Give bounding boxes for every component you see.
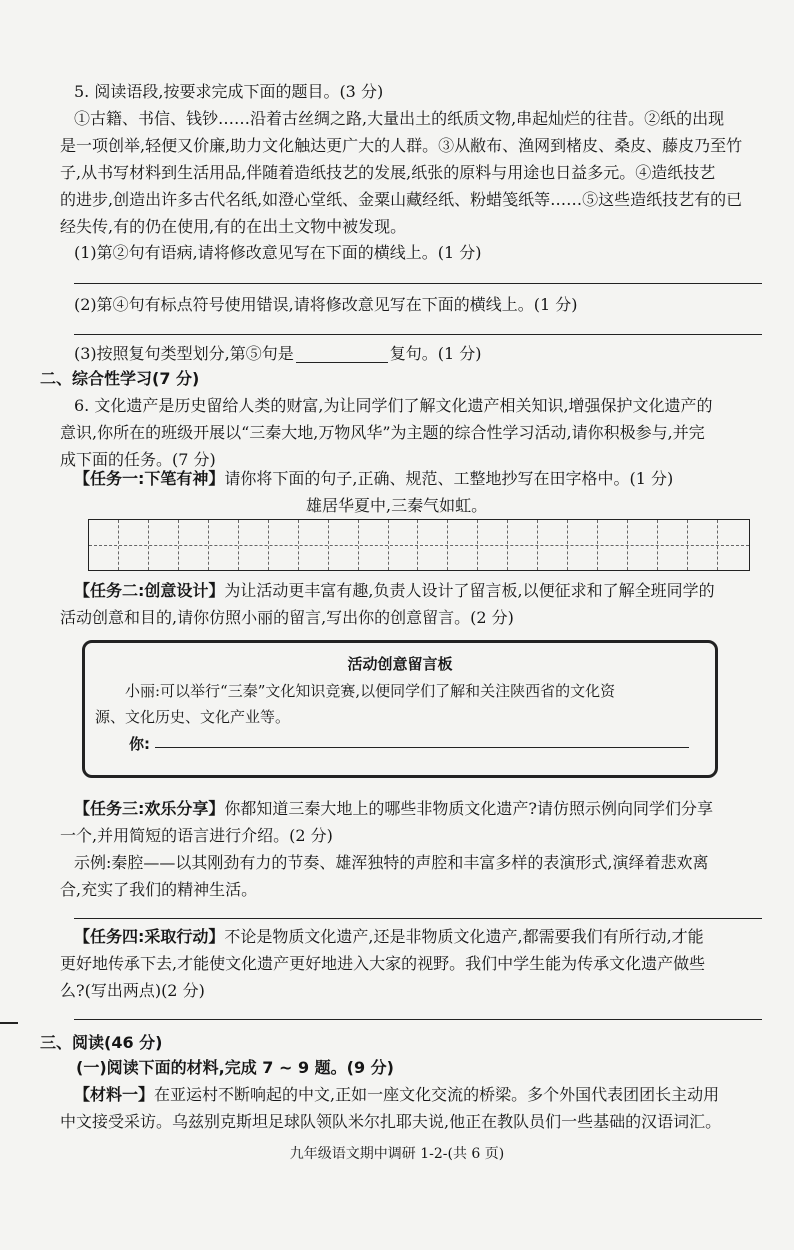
grid-cell[interactable] [628, 520, 658, 570]
material1-text: 在亚运村不断响起的中文,正如一座文化交流的桥梁。多个外国代表团团长主动用 [154, 1085, 720, 1104]
material1-text2: 中文接受采访。乌兹别克斯坦足球队领队米尔扎耶夫说,他正在教队员们一些基础的汉语词汇。 [60, 1112, 722, 1131]
grid-cell[interactable] [269, 520, 299, 570]
task1-line [74, 466, 673, 492]
answer-line-task4[interactable] [74, 1019, 762, 1020]
grid-cell[interactable] [538, 520, 568, 570]
your-message-line[interactable] [155, 747, 689, 748]
task4-text: 不论是物质文化遗产,还是非物质文化遗产,都需要我们有所行动,才能 [224, 927, 704, 946]
section3-subheading: (一)阅读下面的材料,完成 7 ~ 9 题。(9 分) [76, 1058, 394, 1077]
task1-sentence: 雄居华夏中,三秦气如虹。 [306, 496, 488, 515]
grid-cell[interactable] [658, 520, 688, 570]
grid-cell[interactable] [239, 520, 269, 570]
task1-label: 【任务一:下笔有神】 [74, 469, 225, 488]
grid-cell[interactable] [598, 520, 628, 570]
material1-line [74, 1082, 719, 1108]
grid-cell[interactable] [209, 520, 239, 570]
task3-text: 你都知道三秦大地上的哪些非物质文化遗产?请仿照示例向同学们分享 [224, 799, 713, 818]
q5-passage-line: ①古籍、书信、钱钞……沿着古丝绸之路,大量出土的纸质文物,串起灿烂的往昔。②纸的出现 [74, 109, 725, 128]
grid-cell[interactable] [89, 520, 119, 570]
task4-label: 【任务四:采取行动】 [74, 927, 225, 946]
grid-cell[interactable] [389, 520, 419, 570]
q5-passage-line: 的进步,创造出许多古代名纸,如澄心堂纸、金粟山藏经纸、粉蜡笺纸等……⑤这些造纸技艺有的已 [60, 190, 743, 209]
grid-cell[interactable] [329, 520, 359, 570]
answer-line-q5-2[interactable] [74, 334, 762, 335]
q5-sub3-suffix: 复句。(1 分) [389, 344, 482, 363]
task3-text2: 一个,并用简短的语言进行介绍。(2 分) [60, 826, 333, 845]
task4-text2: 更好地传承下去,才能使文化遗产更好地进入大家的视野。我们中学生能为传承文化遗产做些 [60, 954, 706, 973]
q5-sub1: (1)第②句有语病,请将修改意见写在下面的横线上。(1 分) [74, 243, 482, 262]
xiaoli-message-line2: 源、文化历史、文化产业等。 [95, 708, 291, 726]
q6-line: 意识,你所在的班级开展以“三秦大地,万物风华”为主题的综合性学习活动,请你积极参与,并完 [60, 423, 705, 442]
you-label: 你: [129, 735, 150, 753]
q5-passage-line: 是一项创举,轻便又价廉,助力文化触达更广大的人群。③从敝布、渔网到楮皮、桑皮、藤皮乃至竹 [60, 136, 743, 155]
answer-line-q5-1[interactable] [74, 283, 762, 284]
task4-line [74, 924, 704, 950]
message-board-title: 活动创意留言板 [347, 655, 453, 673]
task1-text: 请你将下面的句子,正确、规范、工整地抄写在田字格中。(1 分) [224, 469, 674, 488]
q5-sub3 [74, 341, 482, 367]
grid-cell[interactable] [299, 520, 329, 570]
grid-cell[interactable] [568, 520, 598, 570]
q5-title: 5. 阅读语段,按要求完成下面的题目。(3 分) [74, 82, 384, 101]
q5-sub3-prefix: (3)按照复句类型划分,第⑤句是 [74, 344, 294, 363]
q5-sub2: (2)第④句有标点符号使用错误,请将修改意见写在下面的横线上。(1 分) [74, 295, 578, 314]
q5-sub3-blank[interactable] [296, 344, 388, 363]
task3-example1: 示例:秦腔——以其刚劲有力的节奏、雄浑独特的声腔和丰富多样的表演形式,演绎着悲欢离 [74, 853, 709, 872]
grid-cell[interactable] [149, 520, 179, 570]
grid-cell[interactable] [179, 520, 209, 570]
grid-cell[interactable] [478, 520, 508, 570]
material1-label: 【材料一】 [74, 1085, 155, 1104]
task3-line [74, 796, 713, 822]
q6-line: 6. 文化遗产是历史留给人类的财富,为让同学们了解文化遗产相关知识,增强保护文化遗产的 [74, 396, 713, 415]
task3-example2: 合,充实了我们的精神生活。 [60, 880, 258, 899]
task2-line [74, 578, 715, 604]
answer-line-task3[interactable] [74, 918, 762, 919]
task4-text3: 么?(写出两点)(2 分) [60, 981, 205, 1000]
xiaoli-message-line1: 小丽:可以举行“三秦”文化知识竞赛,以便同学们了解和关注陕西省的文化资 [125, 682, 616, 700]
grid-cell[interactable] [359, 520, 389, 570]
grid-cell[interactable] [508, 520, 538, 570]
message-board [82, 640, 718, 778]
q5-passage-line: 子,从书写材料到生活用品,伴随着造纸技艺的发展,纸张的原料与用途也日益多元。④造纸技艺 [60, 163, 716, 182]
tianzige-grid[interactable] [88, 519, 750, 571]
task2-text2: 活动创意和目的,请你仿照小丽的留言,写出你的创意留言。(2 分) [60, 608, 514, 627]
section3-heading: 三、阅读(46 分) [40, 1033, 163, 1052]
q5-passage-line: 经失传,有的仍在使用,有的在出土文物中被发现。 [60, 217, 407, 236]
section2-heading: 二、综合性学习(7 分) [40, 369, 200, 388]
grid-cell[interactable] [419, 520, 449, 570]
grid-cell[interactable] [448, 520, 478, 570]
task2-text: 为让活动更丰富有趣,负责人设计了留言板,以便征求和了解全班同学的 [224, 581, 715, 600]
margin-mark [0, 1022, 18, 1024]
grid-cell[interactable] [119, 520, 149, 570]
grid-cell[interactable] [688, 520, 718, 570]
q6-line: 成下面的任务。(7 分) [60, 450, 216, 469]
task2-label: 【任务二:创意设计】 [74, 581, 225, 600]
task3-label: 【任务三:欢乐分享】 [74, 799, 225, 818]
page-footer: 九年级语文期中调研 1-2-(共 6 页) [289, 1146, 505, 1162]
